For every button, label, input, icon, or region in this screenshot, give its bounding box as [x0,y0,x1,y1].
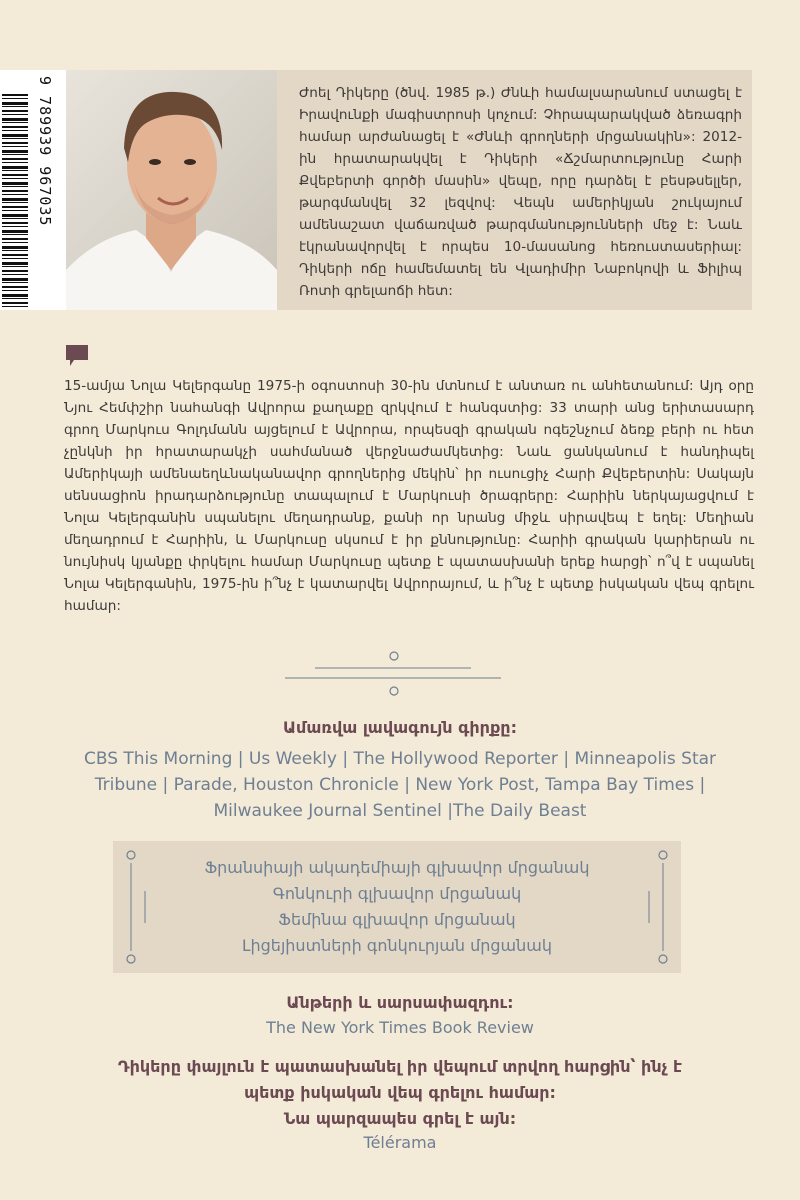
review-source: The New York Times Book Review [266,1018,534,1037]
final-quote-line: պետք իսկական վեպ գրելու համար: [244,1083,556,1102]
final-quote [60,1054,740,1132]
final-quote-line: Նա պարզապես գրել է այն: [283,1109,517,1128]
bestseller-title: Ամառվա լավագույն գիրքը: [283,718,517,737]
review-title: Անթերի և սարսափազդու: [286,993,514,1012]
ornament-divider [285,648,505,696]
awards-panel [113,841,681,973]
award-item: Ֆրանսիայի ակադեմիայի գլխավոր մրցանակ [204,858,590,877]
final-quote-source: Télérama [363,1133,437,1152]
press-sources: CBS This Morning | Us Weekly | The Hollywood Reporter | Minneapolis Star Tribune | Parade, Houston Chronicle | New York Post, Tampa Bay Times | Milwaukee Journal Sentinel |The Daily Beast [83,749,717,821]
author-bio [277,70,752,310]
book-blurb [64,375,754,617]
barcode-number: 9 789939 967035 [28,76,54,308]
award-item: Ֆեմինա գլխավոր մրցանակ [278,910,516,929]
award-item: Գոնկուրի գլխավոր մրցանակ [272,884,522,903]
barcode [0,70,66,310]
final-quote-line: Դիկերը փայլուն է պատասխանել իր վեպում տրվող հարցին՝ ինչ է [117,1057,683,1076]
author-bio-text: Ժոել Դիկերը (ծնվ. 1985 թ.) Ժնևի համալսարանում ստացել է Իրավունքի մագիստրոսի կոչում: Չհրապարակված ձեռագրի համար արժանացել է «Ժնևի գրողների մրցանակին»: 2012-ին հրատարակվել է Դիկերի «Ճշմարտությունը Հարի Քվեբերտի գործի մասին» վեպը, որը դարձել է բեսթսելլեր, թարգմանվել 32 լեզվով: Վեպն ամերիկյան շուկայում ամենաշատ վաճառված թարգմանությունների մեջ է: Նաև էկրանավորվել է որպես 10-մասանոց հեռուստասերիալ: Դիկերի ոճը համեմատել են Վլադիմիր Նաբոկովի և Ֆիլիպ Ռոտի գրելաոճի հետ: [299,85,742,299]
award-item: Լիցեյիստների գոնկուրյան մրցանակ [242,936,552,955]
author-photo [66,70,277,310]
awards-list [113,855,681,959]
book-blurb-text: 15-ամյա Նոլա Կելերգանը 1975-ի օգոստոսի 30-ին մտնում է անտառ ու անհետանում: Այդ օրը Նյու Հեմփշիր նահանգի Ավրորա քաղաքը զրկվում է հանգստից: 33 տարի անց երիտասարդ գրող Մարկուս Գոլդմանն այցելում է Ավրորա, որպեսզի գրական ոգեշնչում ձեռք բերի ու հետ չընկնի իր հրատարակչի սահմանած վերջնաժամկետից: Նաև ցանկանում է հանդիպել Ամերիկայի ամենաեղևնականավոր գրողներից մեկին՝ իր ուսուցիչ Հարի Քվեբերտին: Սակայն սենսացիոն իրադարձությունը տապալում է Մարկուսի ծրագրերը: Հարիին ներկայացվում է Նոլա Կելերգանին սպանելու մեղադրանք, քանի որ նրանց միջև սիրավեպ է եղել: Մեղիան մեղադրում է Հարիին, և Մարկուսը սկսում է իր քննությունը: Հարիի գրական կարիերան ու նույնիսկ կյանքը փրկելու համար Մարկուսը պետք է պատասխանի երեք հարցի՝ ո՞վ է սպանել Նոլա Կելերգանին, 1975-ին ի՞նչ է կատարվել Ավրորայում, և ի՞նչ է պետք իսկական վեպ գրելու համար: [64,378,754,614]
speech-bubble-icon [66,345,88,367]
